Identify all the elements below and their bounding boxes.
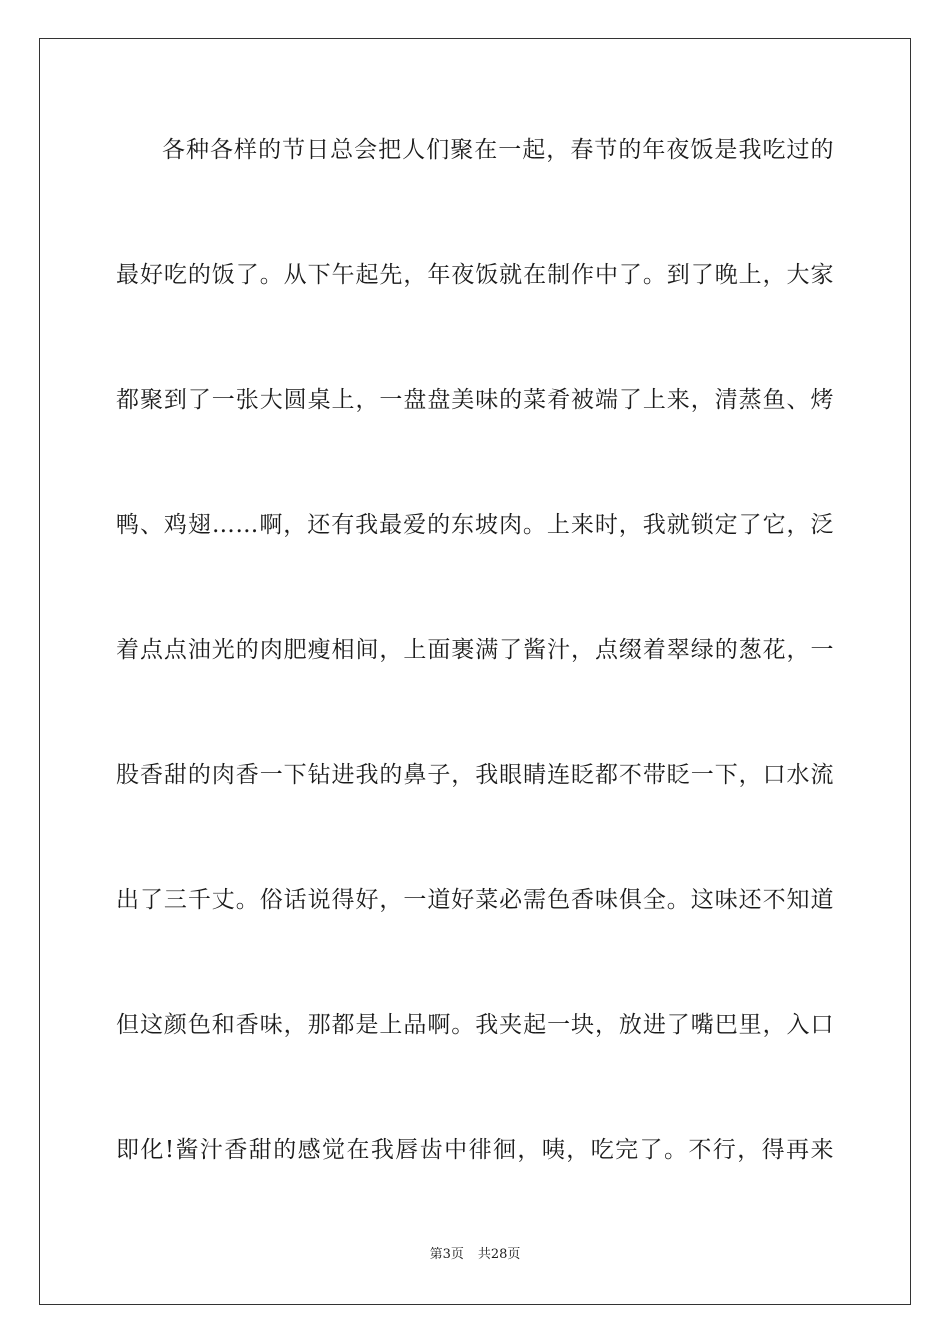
page-number: 第3页 <box>429 1247 464 1262</box>
page-total: 共28页 <box>477 1247 521 1262</box>
paragraph-line-9: 即化!酱汁香甜的感觉在我唇齿中徘徊，咦，吃完了。不行，得再来 <box>116 1137 834 1163</box>
paragraph-line-5: 着点点油光的肉肥瘦相间，上面裹满了酱汁，点缀着翠绿的葱花，一 <box>116 637 834 663</box>
paragraph-line-7: 出了三千丈。俗话说得好，一道好菜必需色香味俱全。这味还不知道 <box>116 887 834 913</box>
paragraph-line-6: 股香甜的肉香一下钻进我的鼻子，我眼睛连眨都不带眨一下，口水流 <box>116 762 834 788</box>
paragraph-line-3: 都聚到了一张大圆桌上，一盘盘美味的菜肴被端了上来，清蒸鱼、烤 <box>116 387 834 413</box>
page-border <box>39 38 911 1305</box>
paragraph-line-4: 鸭、鸡翅……啊，还有我最爱的东坡肉。上来时，我就锁定了它，泛 <box>116 512 834 538</box>
page-footer <box>0 1246 950 1264</box>
paragraph-line-2: 最好吃的饭了。从下午起先，年夜饭就在制作中了。到了晚上，大家 <box>116 262 834 288</box>
paragraph-line-8: 但这颜色和香味，那都是上品啊。我夹起一块，放进了嘴巴里，入口 <box>116 1012 834 1038</box>
paragraph-line-1: 各种各样的节日总会把人们聚在一起，春节的年夜饭是我吃过的 <box>162 137 834 163</box>
